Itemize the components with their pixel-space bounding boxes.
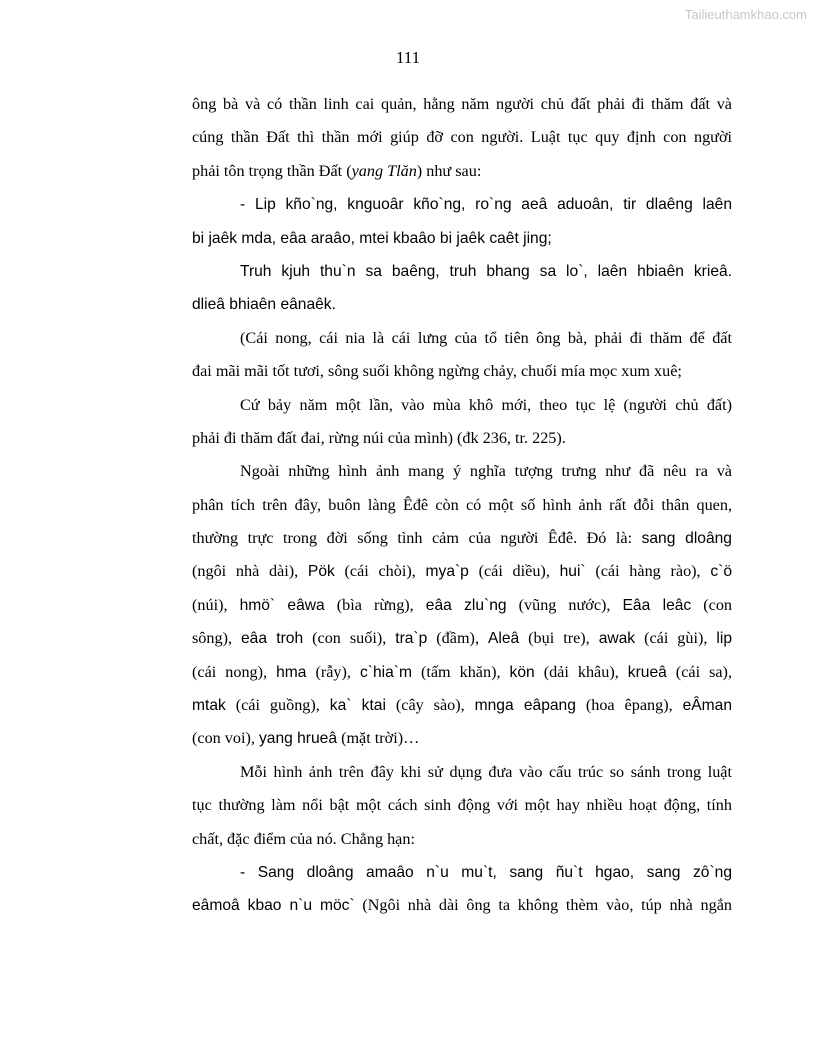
text-line [192,489,732,522]
ede-text: mtak [192,697,226,715]
ede-text: Aleâ [487,630,520,648]
vietnamese-text: (tấm khăn), [411,662,510,681]
ede-text: yang hrueâ [258,730,338,748]
text-line [192,322,732,355]
text-line [192,656,732,689]
text-line [192,789,732,822]
ede-text: eâa troh [241,630,304,648]
vietnamese-text: (Cái nong, cái nia là cái lưng của tổ tiên ông bà, phải đi thăm để đất [240,328,732,347]
text-line [192,422,732,455]
text-line [192,622,732,655]
text-line [192,756,732,789]
watermark: Tailieuthamkhao.com [684,7,807,22]
vietnamese-text: (mặt trời)… [337,729,420,748]
text-line [192,823,732,856]
ede-text: hmö` eâwa [239,596,325,614]
vietnamese-text: Ngoài những hình ảnh mang ý nghĩa tượng trưng như đã nêu ra và [240,462,732,481]
vietnamese-text: (rẫy), [306,662,360,681]
vietnamese-text: (cái sa), [666,662,732,681]
ede-text: - Sang dloâng amaâo n`u mu`t, sang ñu`t hgao, sang zô`ng [240,863,732,881]
text-line [192,589,732,622]
vietnamese-text: (dải khâu), [534,662,628,681]
vietnamese-text: (con [691,595,733,614]
ede-text: mya`p [425,563,469,581]
ede-text: - Lip kño`ng, knguoâr kño`ng, ro`ng aeâ aduoân, tir dlaêng laên [240,196,732,214]
vietnamese-text: (cái hàng rào), [585,562,711,581]
text-line [192,689,732,722]
vietnamese-text: sông), [192,629,241,648]
ede-text: eÂman [682,697,732,715]
ede-text: hma [276,663,307,681]
vietnamese-text: (hoa êpang), [575,696,683,715]
text-line [192,255,732,288]
text-line [192,455,732,488]
vietnamese-text: (đầm), [427,629,488,648]
ede-text: mnga eâpang [474,697,576,715]
vietnamese-text: (bụi tre), [519,629,599,648]
vietnamese-text: (bìa rừng), [324,595,426,614]
page-number: 111 [395,48,421,67]
vietnamese-text: Mỗi hình ảnh trên đây khi sử dụng đưa vào cấu trúc so sánh trong luật [240,762,732,781]
vietnamese-text: thường trực trong đời sống tình cảm của người Êđê. Đó là: [192,529,642,548]
ede-text: hui` [559,563,586,581]
ede-text: lip [716,630,732,648]
ede-text: Truh kjuh thu`n sa baêng, truh bhang sa lo`, laên hbiaên krieâ. [240,262,732,280]
ede-text: Pök [307,563,335,581]
text-line [192,121,732,154]
vietnamese-text: (ngôi nhà dài), [192,562,308,581]
ede-text: c`hia`m [359,663,412,681]
ede-text: c`ö [710,563,732,581]
ede-text: tra`p [395,630,428,648]
vietnamese-text: (cái guồng), [225,696,330,715]
vietnamese-text: (Ngôi nhà dài ông ta không thèm vào, túp nhà ngắn [354,896,732,915]
ede-text: krueâ [627,663,667,681]
ede-text: eâa zlu`ng [425,596,507,614]
ede-text: bi jaêk mda, eâa araâo, mtei kbaâo bi jaêk caêt jing; [192,229,552,247]
text-line [192,856,732,889]
vietnamese-text: cúng thần Đất thì thần mới giúp đỡ con người. Luật tục quy định con người [192,128,732,147]
vietnamese-text: (cái gùi), [635,629,717,648]
text-line [192,222,732,255]
text-line [192,722,732,755]
vietnamese-text: phân tích trên đây, buôn làng Êđê còn có một số hình ảnh rất đỗi thân quen, [192,495,732,514]
text-line [192,188,732,221]
ede-text: Eâa leâc [622,596,692,614]
text-line [192,88,732,121]
vietnamese-text: (con voi), [192,729,259,748]
ede-text: kön [509,663,535,681]
text-line [192,389,732,422]
vietnamese-text: ) như sau: [416,161,482,180]
ede-text: ka` ktai [329,697,386,715]
vietnamese-text: tục thường làm nổi bật một cách sinh động với một hay nhiều hoạt động, tính [192,796,732,815]
vietnamese-text: phải đi thăm đất đai, rừng núi của mình) (đk 236, tr. 225). [192,428,566,447]
ede-text: awak [598,630,636,648]
ede-text: eâmoâ kbao n`u möc` [192,897,355,915]
vietnamese-text: chất, đặc điểm của nó. Chẳng hạn: [192,829,415,848]
ede-text: sang dloâng [641,530,732,548]
text-line [192,889,732,922]
vietnamese-text: (cây sào), [385,696,475,715]
vietnamese-text: (cái diều), [468,562,560,581]
vietnamese-text: Cứ bảy năm một lần, vào mùa khô mới, theo tục lệ (người chủ đất) [240,395,732,414]
text-line [192,355,732,388]
vietnamese-text: (núi), [192,595,240,614]
vietnamese-text: (cái chòi), [334,562,426,581]
vietnamese-text: đai mãi mãi tốt tươi, sông suối không ngừng chảy, chuối mía mọc xum xuê; [192,362,682,381]
vietnamese-text: ông bà và có thần linh cai quản, hằng năm người chủ đất phải đi thăm đất và [192,95,732,113]
text-line [192,522,732,555]
italic-text: yang Tlăn [351,161,417,180]
text-line [192,288,732,321]
vietnamese-text: phải tôn trọng thần Đất ( [192,161,352,180]
vietnamese-text: (con suối), [303,629,396,648]
text-line [192,155,732,188]
text-line [192,555,732,588]
document-body [192,88,732,923]
ede-text: dlieâ bhiaên eânaêk. [192,296,336,314]
vietnamese-text: (vũng nước), [506,595,623,614]
vietnamese-text: (cái nong), [192,662,277,681]
